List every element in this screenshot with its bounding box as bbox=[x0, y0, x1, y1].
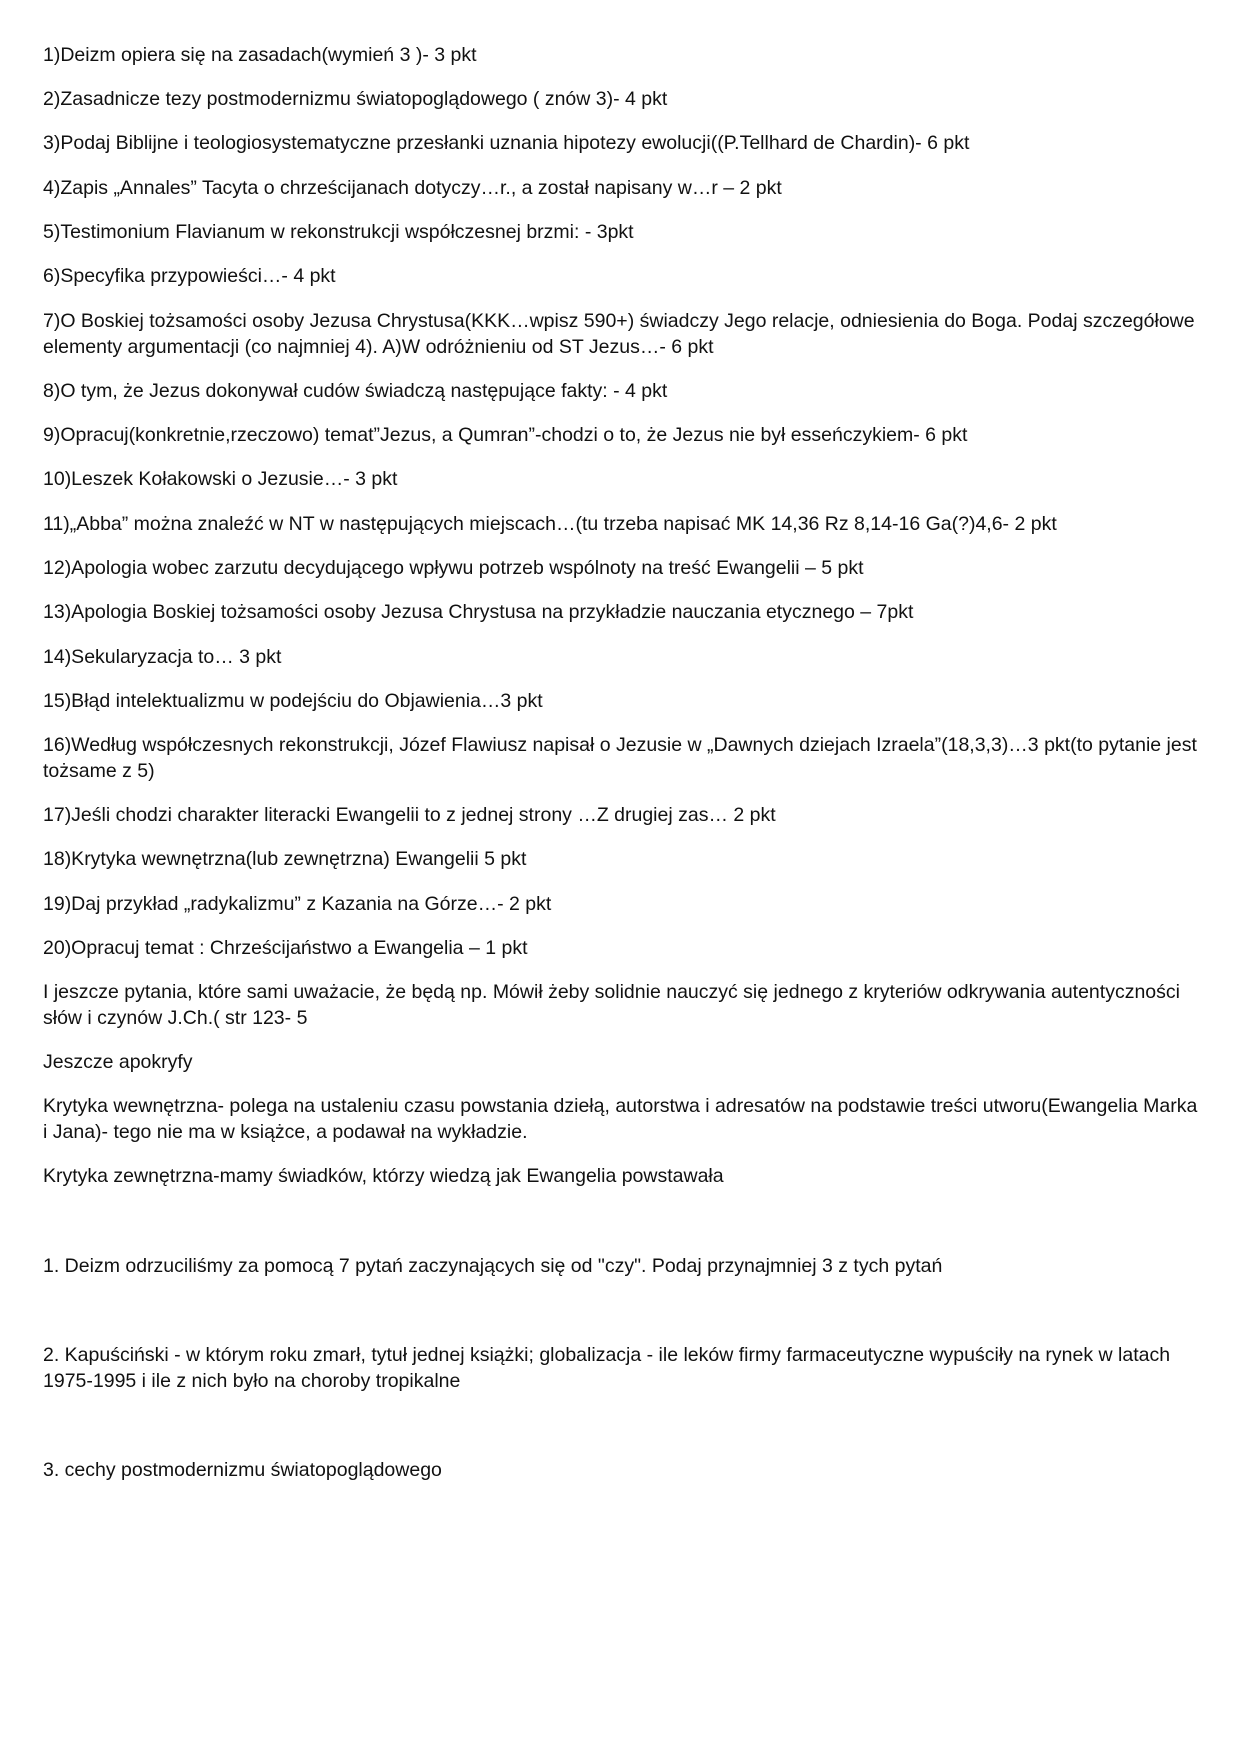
question-11: 11)„Abba” można znaleźć w NT w następujących miejscach…(tu trzeba napisać MK 14,36 Rz 8,14-16 Ga(?)4,6- 2 pkt bbox=[43, 513, 1057, 535]
question-18: 18)Krytyka wewnętrzna(lub zewnętrzna) Ewangelii 5 pkt bbox=[43, 848, 527, 870]
question-3: 3)Podaj Biblijne i teologiosystematyczne przesłanki uznania hipotezy ewolucji((P.Tellhard de Chardin)- 6 pkt bbox=[43, 132, 970, 154]
question-12: 12)Apologia wobec zarzutu decydującego wpływu potrzeb wspólnoty na treść Ewangelii – 5 pkt bbox=[43, 557, 864, 579]
question-10: 10)Leszek Kołakowski o Jezusie…- 3 pkt bbox=[43, 468, 398, 490]
question-16: 16)Według współczesnych rekonstrukcji, Józef Flawiusz napisał o Jezusie w „Dawnych dziejach Izraela”(18,3,3)…3 pkt(to pytanie jest tożsame z 5) bbox=[43, 734, 1197, 782]
note-apocrypha: Jeszcze apokryfy bbox=[43, 1051, 193, 1073]
question-19: 19)Daj przykład „radykalizmu” z Kazania na Górze…- 2 pkt bbox=[43, 893, 552, 915]
question-4: 4)Zapis „Annales” Tacyta o chrześcijanach dotyczy…r., a został napisany w…r – 2 pkt bbox=[43, 177, 782, 199]
question-15: 15)Błąd intelektualizmu w podejściu do Objawienia…3 pkt bbox=[43, 690, 543, 712]
question-6: 6)Specyfika przypowieści…- 4 pkt bbox=[43, 265, 336, 287]
extra-question-1: 1. Deizm odrzuciliśmy za pomocą 7 pytań zaczynających się od "czy". Podaj przynajmniej 3 z tych pytań bbox=[43, 1255, 943, 1277]
question-20: 20)Opracuj temat : Chrześcijaństwo a Ewangelia – 1 pkt bbox=[43, 937, 528, 959]
note-extra-questions: I jeszcze pytania, które sami uważacie, że będą np. Mówił żeby solidnie nauczyć się jednego z kryteriów odkrywania autentyczności słów i czynów J.Ch.( str 123- 5 bbox=[43, 981, 1180, 1029]
extra-question-2: 2. Kapuściński - w którym roku zmarł, tytuł jednej książki; globalizacja - ile leków firmy farmaceutyczne wypuściły na rynek w latach 1975-1995 i ile z nich było na choroby tropikalne bbox=[43, 1344, 1171, 1392]
question-9: 9)Opracuj(konkretnie,rzeczowo) temat”Jezus, a Qumran”-chodzi o to, że Jezus nie był esseńczykiem- 6 pkt bbox=[43, 424, 968, 446]
question-13: 13)Apologia Boskiej tożsamości osoby Jezusa Chrystusa na przykładzie nauczania etycznego – 7pkt bbox=[43, 601, 914, 623]
question-7: 7)O Boskiej tożsamości osoby Jezusa Chrystusa(KKK…wpisz 590+) świadczy Jego relacje, odniesienia do Boga. Podaj szczegółowe elementy argumentacji (co najmniej 4). A)W odróżnieniu od ST Jezus…- 6 pkt bbox=[43, 310, 1195, 358]
note-internal-criticism: Krytyka wewnętrzna- polega na ustaleniu czasu powstania dziełą, autorstwa i adresatów na podstawie treści utworu(Ewangelia Marka i Jana)- tego nie ma w książce, a podawał na wykładzie. bbox=[43, 1095, 1198, 1143]
question-14: 14)Sekularyzacja to… 3 pkt bbox=[43, 646, 282, 668]
note-external-criticism: Krytyka zewnętrzna-mamy świadków, którzy wiedzą jak Ewangelia powstawała bbox=[43, 1165, 724, 1187]
question-17: 17)Jeśli chodzi charakter literacki Ewangelii to z jednej strony …Z drugiej zas… 2 pkt bbox=[43, 804, 776, 826]
question-2: 2)Zasadnicze tezy postmodernizmu światopoglądowego ( znów 3)- 4 pkt bbox=[43, 88, 668, 110]
question-8: 8)O tym, że Jezus dokonywał cudów świadczą następujące fakty: - 4 pkt bbox=[43, 380, 668, 402]
question-1: 1)Deizm opiera się na zasadach(wymień 3 )- 3 pkt bbox=[43, 44, 477, 66]
question-5: 5)Testimonium Flavianum w rekonstrukcji współczesnej brzmi: - 3pkt bbox=[43, 221, 634, 243]
extra-question-3: 3. cechy postmodernizmu światopoglądowego bbox=[43, 1459, 442, 1481]
